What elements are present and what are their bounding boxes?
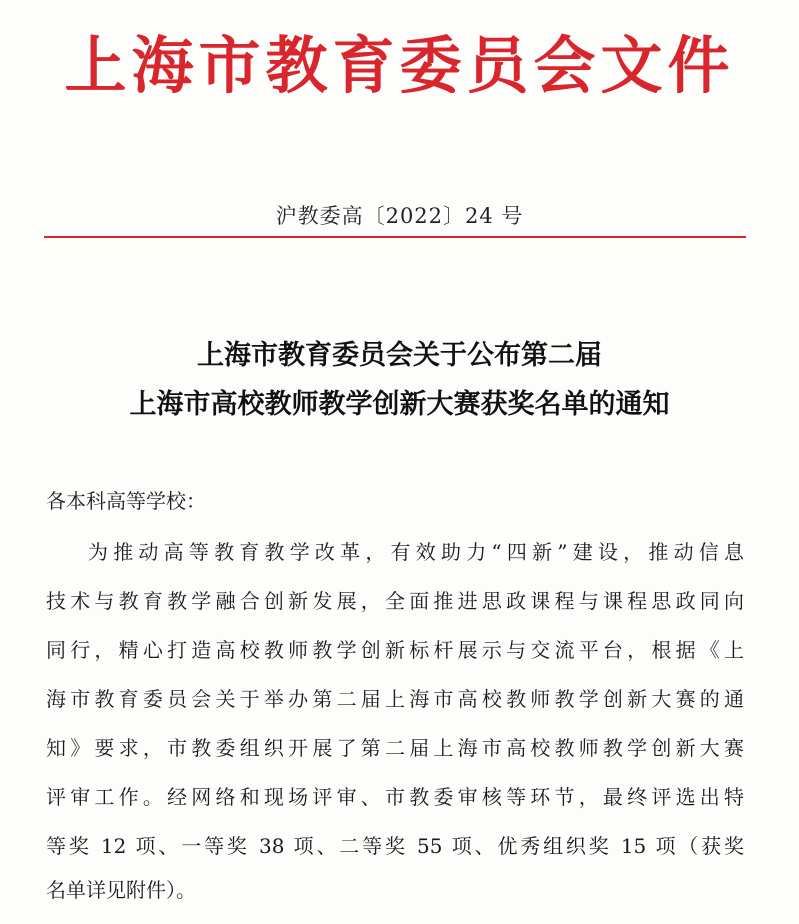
body-line: 为推动高等教育教学改革，有效助力“四新”建设，推动信息: [88, 540, 744, 564]
body-line: 知》要求，市教委组织开展了第二届上海市高校教师教学创新大赛: [46, 736, 744, 760]
document-number: 沪教委高〔2022〕24 号: [275, 204, 524, 228]
body-line: 等奖 12 项、一等奖 38 项、二等奖 55 项、优秀组织奖 15 项（获奖: [46, 834, 744, 858]
body-line: 评审工作。经网络和现场评审、市教委审核等环节，最终评选出特: [46, 785, 744, 809]
body-line: 海市教育委员会关于举办第二届上海市高校教师教学创新大赛的通: [46, 687, 744, 711]
body-line: 同行，精心打造高校教师教学创新标杆展示与交流平台，根据《上: [46, 638, 744, 662]
red-divider-line: [44, 236, 746, 238]
salutation: 各本科高等学校：: [46, 489, 206, 513]
document-masthead: 上海市教育委员会文件: [64, 29, 735, 102]
body-line: 名单详见附件）。: [46, 878, 196, 902]
notice-title-line-2: 上海市高校教师教学创新大赛获奖名单的通知: [129, 389, 670, 420]
body-line: 技术与教育教学融合创新发展，全面推进思政课程与课程思政同向: [46, 589, 744, 613]
notice-title-line-1: 上海市教育委员会关于公布第二届: [197, 340, 602, 371]
